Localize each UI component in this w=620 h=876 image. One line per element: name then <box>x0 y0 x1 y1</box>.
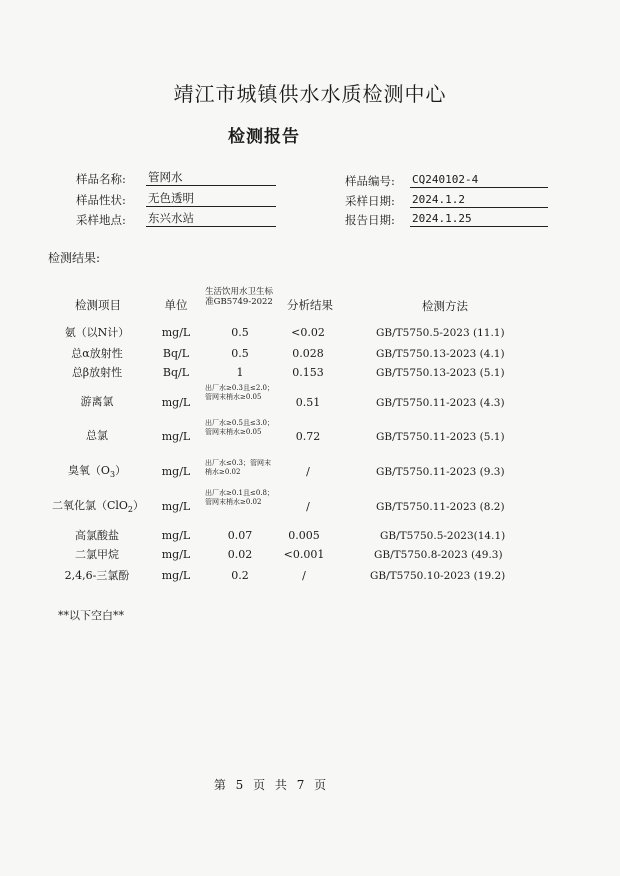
table-cell-result: <0.02 <box>291 326 325 339</box>
table-cell-item: 总β放射性 <box>71 366 123 379</box>
table-cell-unit: Bq/L <box>162 347 190 360</box>
table-cell-standard: 0.2 <box>231 569 249 582</box>
header-unit: 单位 <box>164 298 188 312</box>
header-standard: 生活饮用水卫生标准GB5749-2022 <box>205 287 274 307</box>
table-cell-result: 0.51 <box>295 396 321 409</box>
results-label: 检测结果: <box>48 251 101 265</box>
table-cell-result: 0.005 <box>288 529 320 542</box>
table-cell-item: 氨（以N计） <box>64 326 130 339</box>
table-cell-method: GB/T5750.11-2023 (9.3) <box>376 466 505 478</box>
table-cell-unit: Bq/L <box>162 366 190 379</box>
table-cell-method: GB/T5750.11-2023 (4.3) <box>376 397 505 409</box>
table-cell-item: 游离氯 <box>80 395 114 408</box>
table-cell-method: GB/T5750.5-2023(14.1) <box>380 530 506 542</box>
table-cell-method: GB/T5750.8-2023 (49.3) <box>374 549 503 561</box>
table-cell-result: / <box>302 569 306 582</box>
sample-property-value: 无色透明 <box>146 191 276 207</box>
sample-property-label: 样品性状: <box>76 193 126 207</box>
table-cell-unit: mg/L <box>161 500 191 513</box>
table-cell-standard: 出厂水≥0.1且≤0.8；管网末梢水≥0.02 <box>205 489 274 506</box>
table-cell-result: <0.001 <box>283 548 325 561</box>
table-cell-item: 总氯 <box>86 429 108 442</box>
header-method: 检测方法 <box>422 299 468 313</box>
table-cell-standard: 0.07 <box>227 529 253 542</box>
table-cell-method: GB/T5750.5-2023 (11.1) <box>376 327 505 339</box>
table-cell-method: GB/T5750.10-2023 (19.2) <box>370 570 506 582</box>
sample-no-value: CQ240102-4 <box>410 172 548 188</box>
table-cell-result: 0.028 <box>292 347 324 360</box>
table-cell-result: 0.153 <box>292 366 324 379</box>
table-cell-method: GB/T5750.13-2023 (4.1) <box>376 348 505 360</box>
blank-below-note: **以下空白** <box>58 609 124 622</box>
table-cell-unit: mg/L <box>161 465 191 478</box>
table-cell-result: / <box>306 465 310 478</box>
page-title: 靖江市城镇供水水质检测中心 <box>173 82 447 106</box>
sample-no-label: 样品编号: <box>345 174 395 188</box>
table-cell-unit: mg/L <box>161 396 191 409</box>
report-subtitle: 检测报告 <box>228 127 300 147</box>
table-cell-item: 高氯酸盐 <box>75 529 119 542</box>
table-cell-unit: mg/L <box>161 548 191 561</box>
table-cell-method: GB/T5750.11-2023 (5.1) <box>376 431 505 443</box>
table-cell-unit: mg/L <box>161 430 191 443</box>
table-cell-standard: 0.02 <box>227 548 253 561</box>
table-cell-item: 二氯甲烷 <box>75 548 119 561</box>
table-cell-unit: mg/L <box>161 326 191 339</box>
sample-name-label: 样品名称: <box>76 172 126 186</box>
table-cell-standard: 出厂水≥0.5且≤3.0；管网末梢水≥0.05 <box>205 419 274 436</box>
sampling-site-value: 东兴水站 <box>146 211 276 227</box>
report-date-value: 2024.1.25 <box>410 211 548 227</box>
header-result: 分析结果 <box>287 298 333 312</box>
table-cell-standard: 0.5 <box>231 347 249 360</box>
page-number: 第 5 页 共 7 页 <box>213 778 327 792</box>
sampling-date-label: 采样日期: <box>345 194 395 208</box>
sample-name-value: 管网水 <box>146 170 276 186</box>
table-cell-result: 0.72 <box>295 430 321 443</box>
table-cell-item: 臭氧$(O_3)$ <box>67 464 127 480</box>
sampling-site-label: 采样地点: <box>76 213 126 227</box>
table-cell-item: 2,4,6-三氯酚 <box>64 569 130 582</box>
sampling-date-value: 2024.1.2 <box>410 192 548 208</box>
table-cell-standard: 1 <box>236 366 244 379</box>
header-item: 检测项目 <box>75 298 121 312</box>
table-cell-result: / <box>306 500 310 513</box>
table-cell-unit: mg/L <box>161 569 191 582</box>
table-cell-item: 二氧化氯（ClO$_2$） <box>51 499 145 515</box>
table-cell-item: 总α放射性 <box>71 347 123 360</box>
table-cell-method: GB/T5750.11-2023 (8.2) <box>376 501 505 513</box>
table-cell-standard: 出厂水≤0.3；管网末梢水≥0.02 <box>205 459 271 476</box>
table-cell-unit: mg/L <box>161 529 191 542</box>
table-cell-standard: 0.5 <box>231 326 249 339</box>
table-cell-standard: 出厂水≥0.3且≤2.0；管网末梢水≥0.05 <box>205 384 274 401</box>
table-cell-method: GB/T5750.13-2023 (5.1) <box>376 367 505 379</box>
report-date-label: 报告日期: <box>345 213 395 227</box>
